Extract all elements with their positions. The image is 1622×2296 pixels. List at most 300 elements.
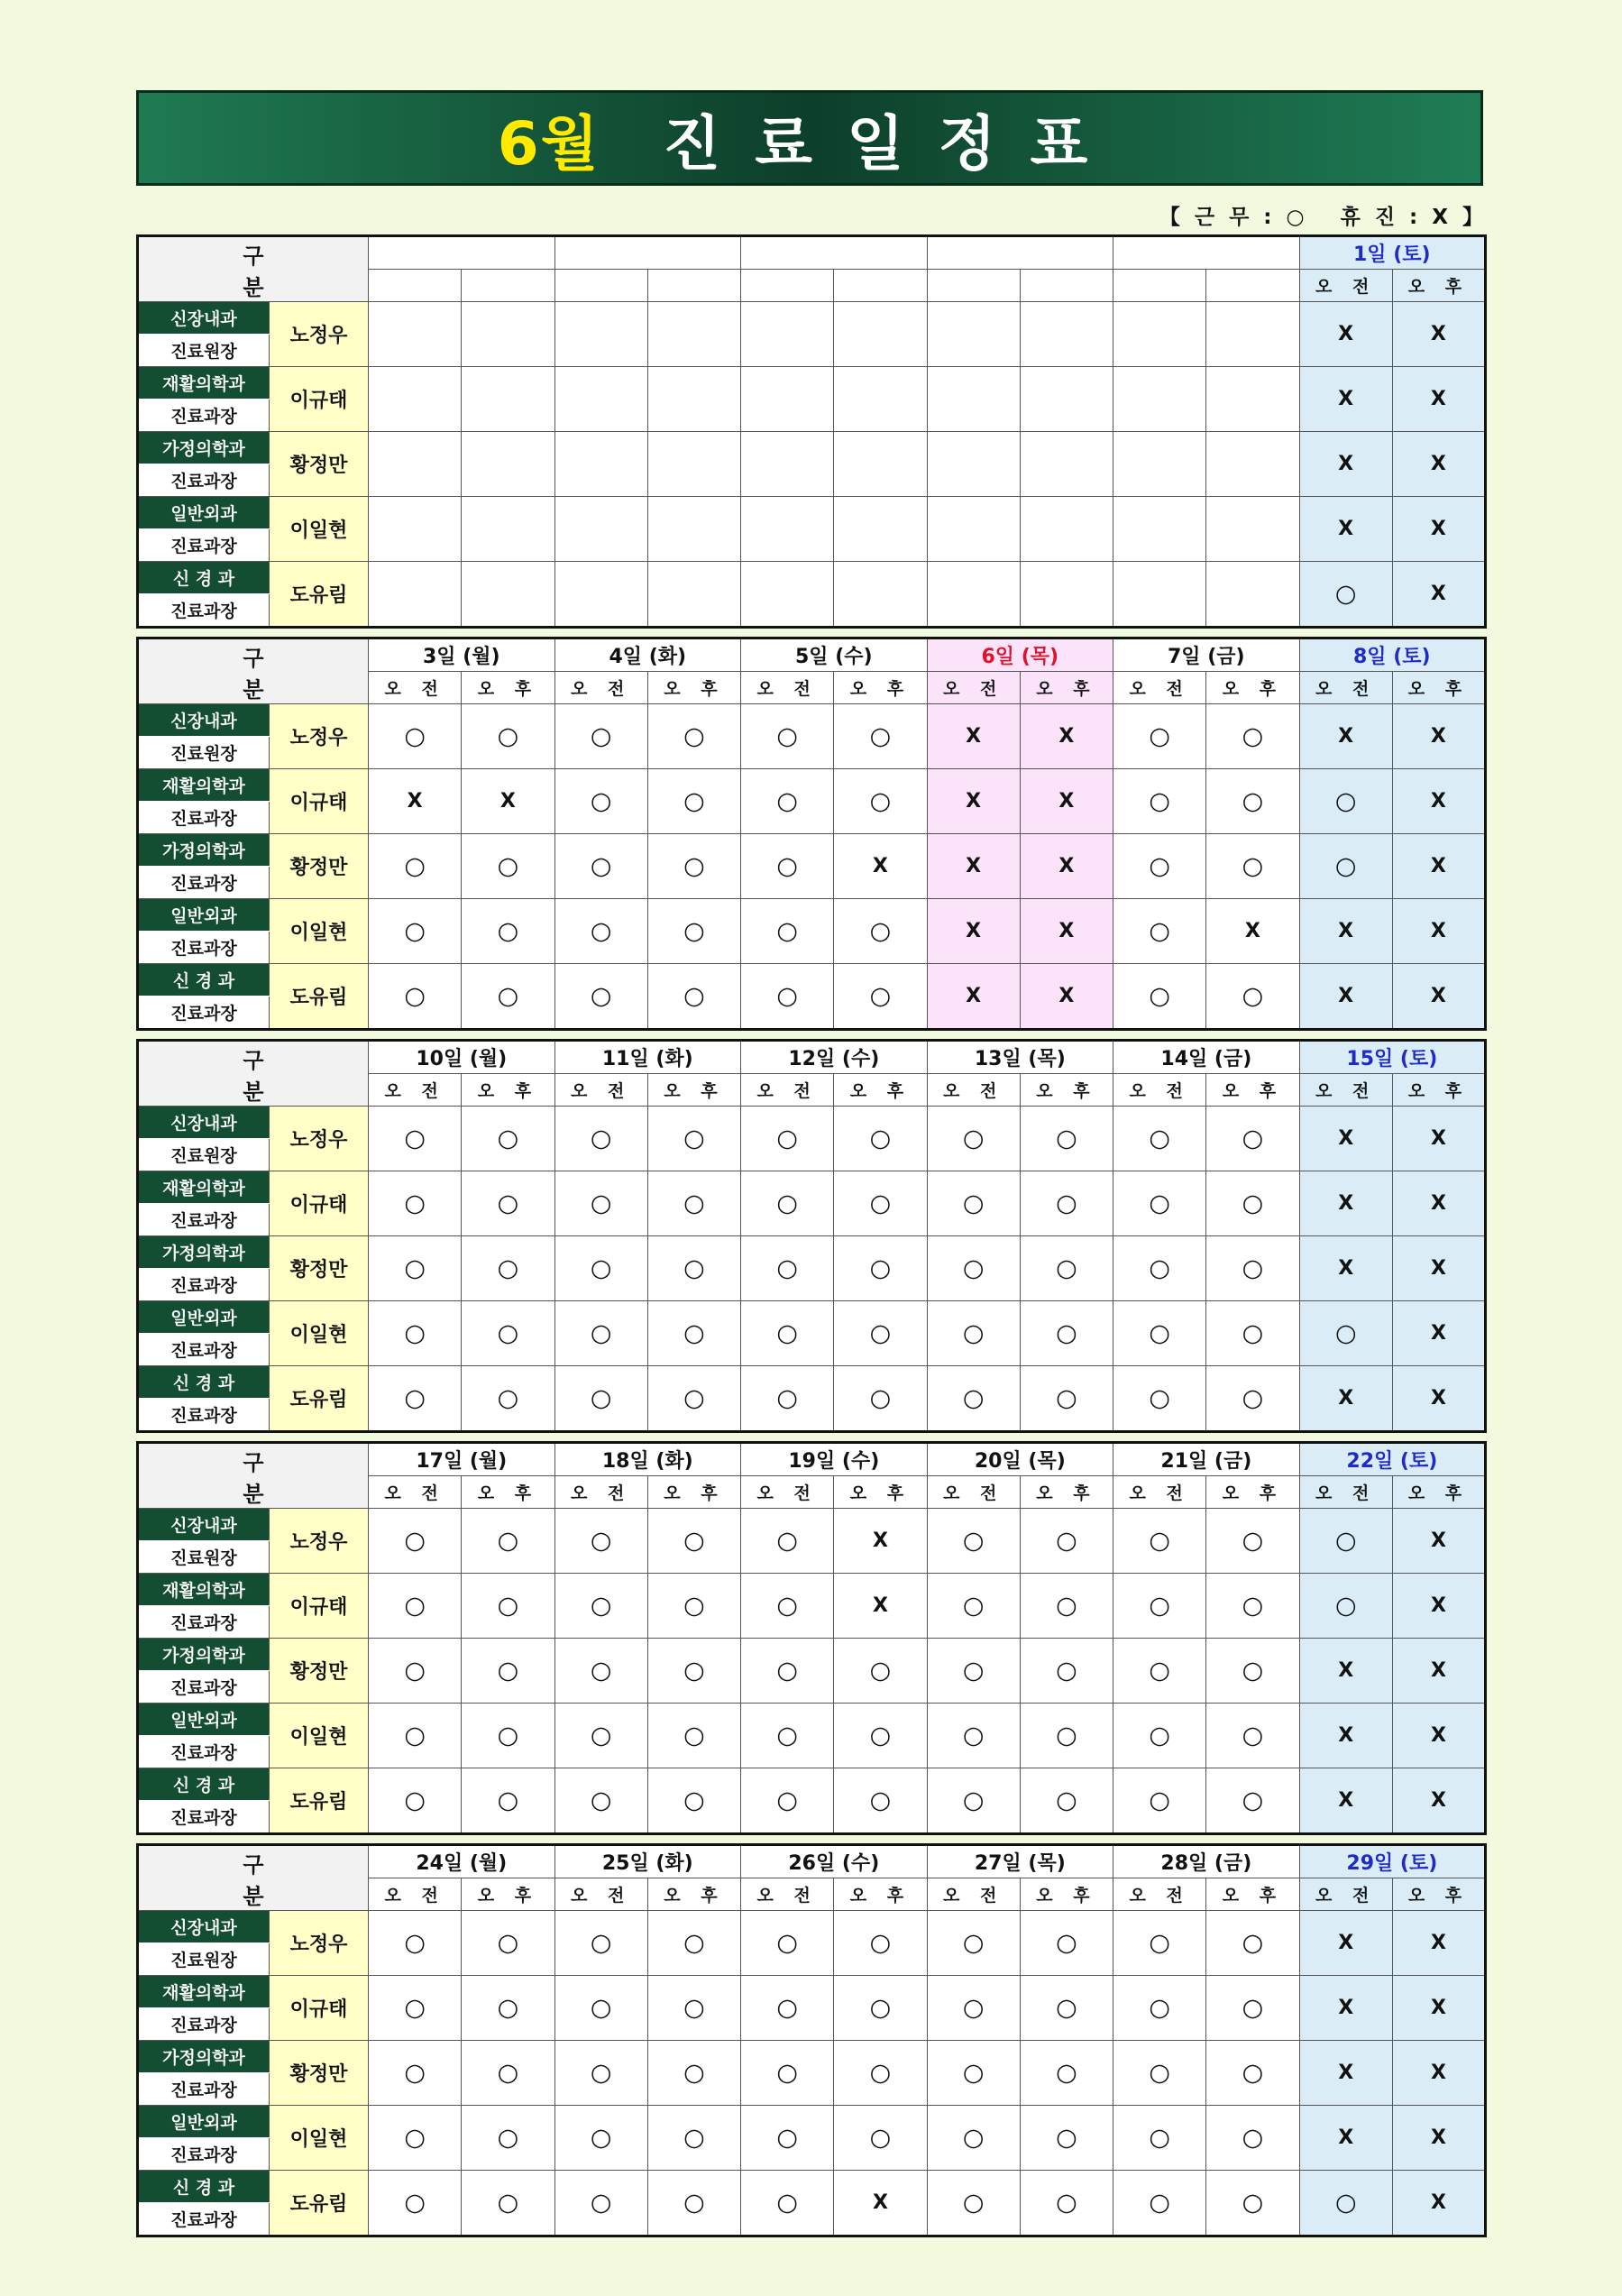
schedule-cell: ○ [554, 1107, 647, 1171]
schedule-cell: ○ [1113, 1639, 1206, 1704]
am-header: 오 전 [741, 672, 834, 704]
position-title: 진료과장 [138, 1334, 270, 1366]
pm-header: 오 후 [1206, 672, 1299, 704]
schedule-cell: ○ [554, 899, 647, 964]
schedule-cell: ○ [462, 1366, 554, 1432]
schedule-cell: ○ [369, 2106, 462, 2171]
pm-header: 오 후 [1392, 1074, 1485, 1107]
pm-header: 오 후 [1206, 1074, 1299, 1107]
schedule-cell: ○ [554, 1171, 647, 1236]
schedule-cell [834, 562, 927, 628]
doctor-name: 황정만 [270, 2041, 369, 2106]
schedule-cell: ○ [834, 769, 927, 834]
schedule-cell [369, 432, 462, 497]
schedule-cell: ○ [462, 1911, 554, 1976]
schedule-cell [834, 497, 927, 562]
schedule-cell: X [1299, 704, 1392, 769]
schedule-cell [1113, 562, 1206, 628]
schedule-cell: ○ [1113, 834, 1206, 899]
schedule-cell: X [369, 769, 462, 834]
schedule-cell: ○ [741, 2171, 834, 2236]
schedule-cell: ○ [554, 2041, 647, 2106]
doctor-name: 황정만 [270, 432, 369, 497]
day-header: 28일 (금) [1113, 1845, 1300, 1878]
schedule-cell: X [1299, 1366, 1392, 1432]
pm-header: 오 후 [1206, 1878, 1299, 1911]
position-title: 진료과장 [138, 802, 270, 834]
position-title: 진료과장 [138, 2008, 270, 2041]
schedule-cell: ○ [741, 1366, 834, 1432]
schedule-cell: ○ [369, 1236, 462, 1301]
doctor-name: 황정만 [270, 834, 369, 899]
schedule-cell: ○ [554, 1976, 647, 2041]
schedule-cell [834, 302, 927, 367]
schedule-cell: ○ [1299, 1574, 1392, 1639]
day-header: 13일 (목) [927, 1041, 1113, 1074]
schedule-cell: ○ [1299, 1509, 1392, 1574]
department-label: 가정의학과 [138, 432, 270, 464]
schedule-cell: ○ [1206, 1366, 1299, 1432]
schedule-cell: ○ [1206, 964, 1299, 1030]
am-header: 오 전 [369, 1878, 462, 1911]
position-title: 진료원장 [138, 1139, 270, 1171]
am-header [927, 270, 1020, 302]
schedule-cell: ○ [834, 1976, 927, 2041]
schedule-cell [1020, 562, 1113, 628]
schedule-cell: X [1392, 769, 1485, 834]
am-header: 오 전 [1113, 672, 1206, 704]
department-label: 신장내과 [138, 1911, 270, 1943]
schedule-cell: ○ [554, 1639, 647, 1704]
am-header: 오 전 [369, 1074, 462, 1107]
department-label: 가정의학과 [138, 2041, 270, 2073]
schedule-cell [462, 562, 554, 628]
pm-header: 오 후 [834, 1878, 927, 1911]
schedule-cell: ○ [1020, 1768, 1113, 1834]
pm-header: 오 후 [834, 672, 927, 704]
schedule-cell [554, 497, 647, 562]
schedule-cell: ○ [647, 1976, 740, 2041]
schedule-cell: ○ [1206, 1911, 1299, 1976]
schedule-cell: ○ [741, 1639, 834, 1704]
am-header: 오 전 [741, 1878, 834, 1911]
schedule-cell: ○ [647, 1639, 740, 1704]
schedule-cell [1113, 302, 1206, 367]
pm-header: 오 후 [1206, 1476, 1299, 1509]
schedule-cell [1206, 302, 1299, 367]
schedule-cell: ○ [741, 1704, 834, 1768]
schedule-cell [741, 497, 834, 562]
day-header: 17일 (월) [369, 1443, 555, 1476]
am-header: 오 전 [927, 672, 1020, 704]
schedule-cell: ○ [741, 1301, 834, 1366]
schedule-cell: ○ [1020, 1236, 1113, 1301]
schedule-cell: ○ [741, 964, 834, 1030]
schedule-cell: X [834, 2171, 927, 2236]
schedule-cell: ○ [1113, 704, 1206, 769]
schedule-cell: X [1392, 834, 1485, 899]
week-table [136, 234, 1487, 629]
schedule-cell: ○ [1020, 1911, 1113, 1976]
schedule-cell: X [1299, 1704, 1392, 1768]
schedule-cell: X [1020, 769, 1113, 834]
schedule-cell: ○ [554, 1509, 647, 1574]
schedule-cell [741, 432, 834, 497]
schedule-cell: ○ [927, 1107, 1020, 1171]
schedule-cell: ○ [462, 1704, 554, 1768]
schedule-cell: X [1392, 1911, 1485, 1976]
day-header: 24일 (월) [369, 1845, 555, 1878]
schedule-cell: X [1299, 302, 1392, 367]
schedule-cell: ○ [1206, 1574, 1299, 1639]
day-header: 4일 (화) [554, 638, 741, 672]
pm-header: 오 후 [1392, 270, 1485, 302]
day-header [554, 236, 741, 270]
schedule-cell: X [1392, 497, 1485, 562]
schedule-cell: ○ [647, 2106, 740, 2171]
schedule-cell: X [1392, 1574, 1485, 1639]
schedule-cell: ○ [462, 704, 554, 769]
schedule-cell: ○ [1113, 1976, 1206, 2041]
schedule-cell: X [927, 964, 1020, 1030]
department-label: 신 경 과 [138, 562, 270, 594]
schedule-cell: X [1020, 834, 1113, 899]
position-title: 진료과장 [138, 594, 270, 628]
schedule-cell [927, 367, 1020, 432]
schedule-cell: X [1299, 1171, 1392, 1236]
schedule-cell: ○ [1206, 1976, 1299, 2041]
schedule-cell: ○ [462, 1171, 554, 1236]
schedule-cell: ○ [1113, 2171, 1206, 2236]
schedule-cell [369, 367, 462, 432]
doctor-name: 이일현 [270, 2106, 369, 2171]
schedule-cell [1020, 432, 1113, 497]
schedule-cell: ○ [1113, 2041, 1206, 2106]
department-label: 신 경 과 [138, 964, 270, 996]
schedule-cell: X [1392, 964, 1485, 1030]
schedule-cell [927, 562, 1020, 628]
schedule-cell: ○ [647, 1704, 740, 1768]
schedule-cell: ○ [369, 1704, 462, 1768]
schedule-cell: ○ [927, 2106, 1020, 2171]
pm-header [1020, 270, 1113, 302]
am-header: 오 전 [927, 1476, 1020, 1509]
schedule-cell: X [1299, 964, 1392, 1030]
position-title: 진료과장 [138, 1801, 270, 1834]
schedule-cell: X [1299, 2106, 1392, 2171]
schedule-cell: ○ [834, 704, 927, 769]
position-title: 진료원장 [138, 737, 270, 769]
day-header [741, 236, 928, 270]
pm-header: 오 후 [1020, 672, 1113, 704]
schedule-cell: X [834, 1509, 927, 1574]
schedule-cell: X [1392, 1366, 1485, 1432]
schedule-cell: ○ [462, 1236, 554, 1301]
schedule-cell: ○ [1206, 1704, 1299, 1768]
pm-header: 오 후 [647, 1476, 740, 1509]
schedule-cell [1206, 497, 1299, 562]
position-title: 진료과장 [138, 1399, 270, 1432]
day-header: 20일 (목) [927, 1443, 1113, 1476]
doctor-name: 노정우 [270, 302, 369, 367]
position-title: 진료과장 [138, 2138, 270, 2171]
pm-header: 오 후 [647, 1878, 740, 1911]
schedule-cell: ○ [1299, 2171, 1392, 2236]
am-header: 오 전 [554, 1878, 647, 1911]
schedule-cell: ○ [1206, 1768, 1299, 1834]
schedule-cell [741, 367, 834, 432]
schedule-cell: ○ [1113, 1911, 1206, 1976]
schedule-cell: ○ [647, 2041, 740, 2106]
page-title [136, 90, 1483, 186]
schedule-cell: X [1392, 1301, 1485, 1366]
schedule-cell: ○ [927, 2041, 1020, 2106]
schedule-cell: X [1299, 432, 1392, 497]
schedule-cell: ○ [369, 1639, 462, 1704]
department-label: 재활의학과 [138, 367, 270, 400]
department-label: 신장내과 [138, 1509, 270, 1541]
day-header: 10일 (월) [369, 1041, 555, 1074]
schedule-cell: ○ [554, 769, 647, 834]
schedule-cell: ○ [1206, 1107, 1299, 1171]
schedule-cell: X [1020, 704, 1113, 769]
schedule-cell: X [462, 769, 554, 834]
schedule-cell: X [1392, 1976, 1485, 2041]
schedule-cell: ○ [554, 1574, 647, 1639]
day-header: 22일 (토) [1299, 1443, 1486, 1476]
schedule-cell: ○ [369, 1301, 462, 1366]
department-label: 신 경 과 [138, 2171, 270, 2203]
schedule-cell: X [1392, 2106, 1485, 2171]
am-header: 오 전 [1299, 1878, 1392, 1911]
am-header: 오 전 [927, 1878, 1020, 1911]
schedule-cell: X [1392, 1509, 1485, 1574]
doctor-name: 노정우 [270, 1509, 369, 1574]
schedule-cell: ○ [1020, 1639, 1113, 1704]
schedule-cell: ○ [462, 1639, 554, 1704]
am-header: 오 전 [741, 1476, 834, 1509]
schedule-cell: X [1299, 1768, 1392, 1834]
day-header: 25일 (화) [554, 1845, 741, 1878]
schedule-cell: ○ [1206, 834, 1299, 899]
schedule-cell: X [1299, 1236, 1392, 1301]
gubun-header: 구 분 [138, 1845, 369, 1911]
department-label: 가정의학과 [138, 1639, 270, 1671]
schedule-cell: ○ [369, 1509, 462, 1574]
schedule-cell: ○ [1113, 899, 1206, 964]
schedule-cell: ○ [741, 1911, 834, 1976]
schedule-cell: ○ [1113, 769, 1206, 834]
schedule-cell: ○ [741, 704, 834, 769]
schedule-cell: ○ [647, 1366, 740, 1432]
gubun-header: 구 분 [138, 236, 369, 302]
schedule-cell: X [1392, 1236, 1485, 1301]
schedule-cell: X [1392, 899, 1485, 964]
schedule-cell: ○ [554, 1366, 647, 1432]
schedule-cell: X [834, 834, 927, 899]
schedule-cell: ○ [1020, 1574, 1113, 1639]
doctor-name: 이규태 [270, 769, 369, 834]
day-header: 21일 (금) [1113, 1443, 1300, 1476]
schedule-cell: ○ [834, 964, 927, 1030]
schedule-cell: X [834, 1574, 927, 1639]
department-label: 신 경 과 [138, 1366, 270, 1399]
schedule-cell: ○ [554, 704, 647, 769]
schedule-cell [1206, 562, 1299, 628]
position-title: 진료과장 [138, 2203, 270, 2236]
schedule-cell: ○ [554, 834, 647, 899]
schedule-cell: ○ [1020, 2106, 1113, 2171]
day-header: 15일 (토) [1299, 1041, 1486, 1074]
position-title: 진료과장 [138, 1269, 270, 1301]
am-header [554, 270, 647, 302]
schedule-cell: ○ [741, 1509, 834, 1574]
day-header: 19일 (수) [741, 1443, 928, 1476]
schedule-cell: ○ [741, 2041, 834, 2106]
position-title: 진료과장 [138, 1671, 270, 1704]
doctor-name: 노정우 [270, 1911, 369, 1976]
schedule-cell: ○ [647, 1911, 740, 1976]
schedule-cell [554, 367, 647, 432]
schedule-cell [1113, 367, 1206, 432]
schedule-cell: ○ [1299, 562, 1392, 628]
schedule-cell: ○ [647, 1107, 740, 1171]
day-header: 8일 (토) [1299, 638, 1486, 672]
schedule-cell: ○ [834, 1236, 927, 1301]
am-header: 오 전 [927, 1074, 1020, 1107]
schedule-cell [647, 562, 740, 628]
doctor-name: 황정만 [270, 1236, 369, 1301]
schedule-cell: ○ [927, 1366, 1020, 1432]
title-month: 6월 [497, 108, 600, 179]
schedule-cell: ○ [834, 2041, 927, 2106]
schedule-cell: ○ [647, 1171, 740, 1236]
doctor-name: 도유림 [270, 1768, 369, 1834]
schedule-cell [741, 562, 834, 628]
pm-header: 오 후 [1392, 1878, 1485, 1911]
doctor-name: 이규태 [270, 1574, 369, 1639]
schedule-cell: X [1020, 899, 1113, 964]
schedule-cell: ○ [834, 1639, 927, 1704]
position-title: 진료과장 [138, 1736, 270, 1768]
schedule-cell: ○ [927, 1639, 1020, 1704]
schedule-cell: ○ [554, 2106, 647, 2171]
schedule-cell: ○ [369, 1171, 462, 1236]
schedule-cell: ○ [462, 1574, 554, 1639]
schedule-cell: ○ [741, 2106, 834, 2171]
schedule-cell: ○ [369, 834, 462, 899]
schedule-cell: ○ [1206, 2171, 1299, 2236]
schedule-cell: X [1392, 1171, 1485, 1236]
doctor-name: 이일현 [270, 1301, 369, 1366]
schedule-cell: ○ [369, 1574, 462, 1639]
doctor-name: 이일현 [270, 899, 369, 964]
doctor-name: 이규태 [270, 367, 369, 432]
week-table [136, 637, 1487, 1031]
schedule-cell: ○ [462, 2171, 554, 2236]
schedule-cell: ○ [927, 1509, 1020, 1574]
doctor-name: 이일현 [270, 497, 369, 562]
schedule-cell: ○ [369, 2041, 462, 2106]
schedule-cell: X [927, 834, 1020, 899]
day-header: 3일 (월) [369, 638, 555, 672]
schedule-cell: ○ [462, 1107, 554, 1171]
schedule-cell: ○ [462, 1301, 554, 1366]
schedule-cell: ○ [1020, 1171, 1113, 1236]
position-title: 진료과장 [138, 867, 270, 899]
pm-header: 오 후 [647, 672, 740, 704]
schedule-cell: X [1392, 367, 1485, 432]
schedule-cell: ○ [1113, 1171, 1206, 1236]
schedule-cell: ○ [1113, 1768, 1206, 1834]
pm-header: 오 후 [647, 1074, 740, 1107]
schedule-cell [647, 497, 740, 562]
day-header: 26일 (수) [741, 1845, 928, 1878]
position-title: 진료과장 [138, 464, 270, 497]
schedule-cell: ○ [554, 1236, 647, 1301]
schedule-cell: ○ [369, 1768, 462, 1834]
day-header: 18일 (화) [554, 1443, 741, 1476]
schedule-cell: ○ [741, 1107, 834, 1171]
schedule-cell: ○ [741, 1768, 834, 1834]
schedule-cell: ○ [1020, 1107, 1113, 1171]
schedule-cell [1020, 497, 1113, 562]
schedule-cell [554, 562, 647, 628]
schedule-cell: ○ [462, 1976, 554, 2041]
am-header: 오 전 [741, 1074, 834, 1107]
schedule-cell: ○ [647, 1301, 740, 1366]
schedule-cell: ○ [1113, 1366, 1206, 1432]
pm-header: 오 후 [834, 1074, 927, 1107]
schedule-cell: X [1020, 964, 1113, 1030]
pm-header [834, 270, 927, 302]
schedule-cell: ○ [647, 899, 740, 964]
department-label: 신장내과 [138, 1107, 270, 1139]
schedule-cell: ○ [741, 899, 834, 964]
schedule-cell: ○ [554, 1301, 647, 1366]
pm-header [647, 270, 740, 302]
doctor-name: 도유림 [270, 964, 369, 1030]
schedule-cell: ○ [927, 1574, 1020, 1639]
schedule-cell: ○ [462, 2041, 554, 2106]
schedule-cell [927, 497, 1020, 562]
department-label: 가정의학과 [138, 1236, 270, 1269]
schedule-cell [927, 302, 1020, 367]
schedule-cell: ○ [927, 1976, 1020, 2041]
schedule-cell: ○ [1299, 834, 1392, 899]
schedule-cell: X [1299, 1107, 1392, 1171]
schedule-cell [741, 302, 834, 367]
am-header: 오 전 [554, 1476, 647, 1509]
schedule-cell: ○ [647, 2171, 740, 2236]
schedule-cell: ○ [369, 1366, 462, 1432]
am-header: 오 전 [1299, 1476, 1392, 1509]
doctor-name: 황정만 [270, 1639, 369, 1704]
day-header: 7일 (금) [1113, 638, 1300, 672]
schedule-cell [647, 302, 740, 367]
schedule-cell: ○ [834, 1911, 927, 1976]
schedule-cell: ○ [369, 964, 462, 1030]
schedule-cell: X [927, 704, 1020, 769]
doctor-name: 노정우 [270, 704, 369, 769]
day-header: 1일 (토) [1299, 236, 1486, 270]
schedule-cell: X [1392, 1704, 1485, 1768]
schedule-cell: ○ [1113, 1574, 1206, 1639]
legend: 【 근 무 : ○ 휴 진 : X 】 [1159, 206, 1487, 229]
pm-header: 오 후 [1392, 672, 1485, 704]
doctor-name: 이일현 [270, 1704, 369, 1768]
doctor-name: 도유림 [270, 1366, 369, 1432]
